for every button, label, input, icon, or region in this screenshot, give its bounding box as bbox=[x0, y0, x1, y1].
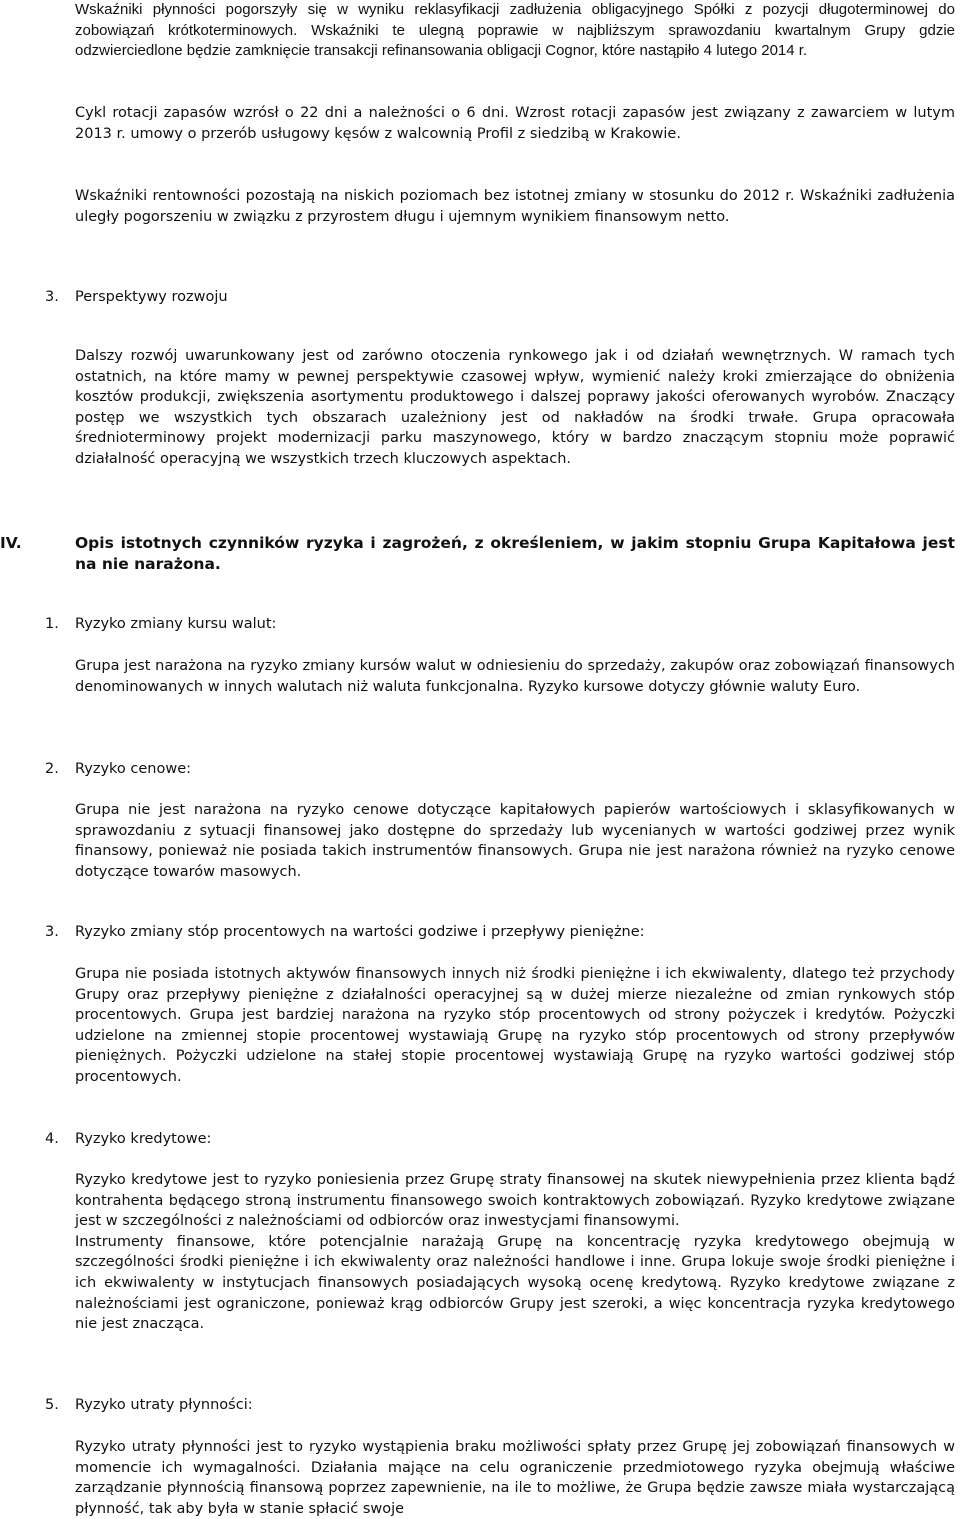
chapter-numeral: IV. bbox=[0, 534, 22, 552]
risk-5-heading bbox=[45, 1395, 955, 1416]
risk-3-heading bbox=[45, 922, 955, 943]
paragraph-text: Ryzyko utraty płynności jest to ryzyko wystąpienia braku możliwości spłaty przez Grupę jej zobowiązań finansowych w momencie ich wymagalności. Działania mające na celu ograniczenie przedmiotowego ryzyka obejmują właściwe zarządzanie płynnością finansową poprzez zapewnienie, na ile to możliwe, że Grupa będzie zawsze miała wystarczającą płynność, tak aby była w stanie spłacić swoje bbox=[75, 1439, 955, 1517]
risk-number: 5. bbox=[45, 1397, 59, 1413]
intro-liquidity-paragraph bbox=[75, 0, 955, 62]
risk-4-heading bbox=[45, 1129, 955, 1150]
risk-3-body bbox=[75, 964, 955, 1088]
paragraph-text: Cykl rotacji zapasów wzrósł o 22 dni a należności o 6 dni. Wzrost rotacji zapasów jest związany z zawarciem w lutym 2013 r. umowy o przerób usługowy kęsów z walcownią Profil z siedzibą w Krakowie. bbox=[75, 105, 955, 142]
paragraph-text: Ryzyko kredytowe jest to ryzyko poniesienia przez Grupę straty finansowej na skutek niewypełnienia przez klienta bądź kontrahenta będącego stroną instrumentu finansowego swoich kontraktowych zobowiązań. Ryzyko kredytowe związane jest w szczególności z należnościami od odbiorców oraz inwestycjami finansowymi. bbox=[75, 1172, 955, 1230]
risk-heading-text: Ryzyko utraty płynności: bbox=[75, 1397, 253, 1413]
paragraph-text: Grupa jest narażona na ryzyko zmiany kursów walut w odniesieniu do sprzedaży, zakupów oraz zobowiązań finansowych denominowanych w innych walutach niż waluta funkcjonalna. Ryzyko kursowe dotyczy głównie waluty Euro. bbox=[75, 658, 955, 695]
section-3-body bbox=[75, 346, 955, 470]
section-heading-text: Perspektywy rozwoju bbox=[75, 289, 228, 305]
paragraph-text: Grupa nie jest narażona na ryzyko cenowe dotyczące kapitałowych papierów wartościowych i sklasyfikowanych w sprawozdaniu z sytuacji finansowej jako dostępne do sprzedaży lub wycenianych w wartości godziwej przez wynik finansowy, ponieważ nie posiada takich instrumentów finansowych. Grupa nie jest narażona również na ryzyko cenowe dotyczące towarów masowych. bbox=[75, 802, 955, 880]
risk-1-heading bbox=[45, 614, 955, 635]
intro-rotation-paragraph bbox=[75, 103, 955, 144]
risk-5-body bbox=[75, 1437, 955, 1519]
section-number: 3. bbox=[45, 289, 59, 305]
risk-heading-text: Ryzyko cenowe: bbox=[75, 761, 192, 777]
risk-number: 2. bbox=[45, 761, 59, 777]
risk-number: 3. bbox=[45, 924, 59, 940]
intro-profitability-paragraph bbox=[75, 186, 955, 227]
paragraph-text: Wskaźniki rentowności pozostają na niskich poziomach bez istotnej zmiany w stosunku do 2012 r. Wskaźniki zadłużenia uległy pogorszeniu w związku z przyrostem długu i ujemnym wynikiem finansowym netto. bbox=[75, 188, 955, 225]
risk-heading-text: Ryzyko zmiany stóp procentowych na wartości godziwe i przepływy pieniężne: bbox=[75, 924, 645, 940]
paragraph-text: Instrumenty finansowe, które potencjalnie narażają Grupę na koncentrację ryzyka kredytowego obejmują w szczególności środki pieniężne i ich ekwiwalenty oraz należności handlowe i inne. Grupa lokuje swoje środki pieniężne i ich ekwiwalenty w instytucjach finansowych posiadających wysoką ocenę kredytową. Ryzyko kredytowe związane z należnościami jest ograniczone, ponieważ krąg odbiorców Grupy jest szeroki, a więc koncentracja ryzyka kredytowego nie jest znacząca. bbox=[75, 1233, 955, 1333]
risk-number: 4. bbox=[45, 1131, 59, 1147]
risk-heading-text: Ryzyko kredytowe: bbox=[75, 1131, 212, 1147]
paragraph-text: Dalszy rozwój uwarunkowany jest od zarówno otoczenia rynkowego jak i od działań wewnętrznych. W ramach tych ostatnich, na które mamy w pewnej perspektywie czasowej wpływ, wymienić należy kroki zmierzające do obniżenia kosztów produkcji, zwiększenia asortymentu produktowego i dalszej poprawy jakości oferowanych wyrobów. Znaczący postęp we wszystkich tych obszarach uzależniony jest od nakładów na środki trwałe. Grupa opracowała średnioterminowy projekt modernizacji parku maszynowego, który w bardzo znaczącym stopniu może poprawić działalność operacyjną we wszystkich trzech kluczowych aspektach. bbox=[75, 348, 955, 467]
risk-2-heading bbox=[45, 759, 955, 780]
chapter-iv-heading bbox=[0, 533, 955, 574]
risk-1-body bbox=[75, 656, 955, 697]
risk-2-body bbox=[75, 800, 955, 882]
section-3-heading bbox=[45, 287, 955, 308]
risk-4-body bbox=[75, 1170, 955, 1335]
paragraph-text: Wskaźniki płynności pogorszyły się w wyniku reklasyfikacji zadłużenia obligacyjnego Spółki z pozycji długoterminowej do zobowiązań krótkoterminowych. Wskaźniki te ulegną poprawie w najbliższym sprawozdaniu kwartalnym Grupy gdzie odzwierciedlone będzie zamknięcie transakcji refinansowania obligacji Cognor, które nastąpiło 4 lutego 2014 r. bbox=[75, 1, 955, 60]
paragraph-text: Grupa nie posiada istotnych aktywów finansowych innych niż środki pieniężne i ich ekwiwalenty, dlatego też przychody Grupy oraz przepływy pieniężne z działalności operacyjnej są w dużej mierze niezależne od zmian rynkowych stóp procentowych. Grupa jest bardziej narażona na ryzyko stóp procentowych od strony pożyczek i kredytów. Pożyczki udzielone na zmiennej stopie procentowej wystawiają Grupę na ryzyko stóp procentowych od strony przepływów pieniężnych. Pożyczki udzielone na stałej stopie procentowej wystawiają Grupę na ryzyko wartości godziwej stóp procentowych. bbox=[75, 966, 955, 1085]
risk-heading-text: Ryzyko zmiany kursu walut: bbox=[75, 616, 277, 632]
risk-number: 1. bbox=[45, 616, 59, 632]
chapter-title: Opis istotnych czynników ryzyka i zagrożeń, z określeniem, w jakim stopniu Grupa Kapitałowa jest na nie narażona. bbox=[75, 534, 955, 573]
